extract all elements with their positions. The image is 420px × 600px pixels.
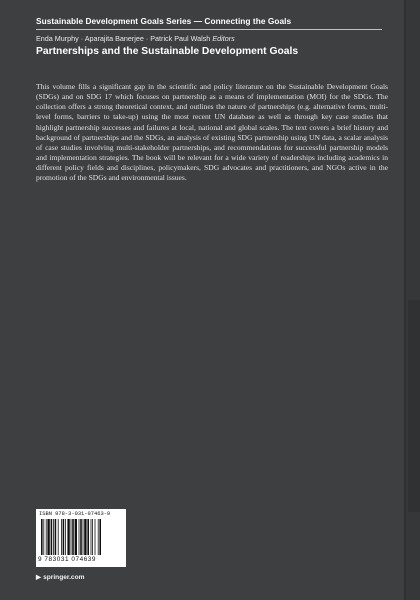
series-title: Sustainable Development Goals Series — Connecting the Goals — [36, 16, 292, 26]
publisher-link[interactable] — [36, 573, 85, 581]
isbn-label: ISBN 978-3-031-07463-9 — [39, 511, 111, 517]
barcode-panel — [36, 509, 126, 567]
book-description: This volume fills a significant gap in the scientific and policy literature on the Sustainable Development Goals (SDGs) and on SDG 17 which focuses on partnership as a means of implementation (MOI) for the SDGs. The collection offers a strong theoretical context, and outlines the nature of partnerships (e.g. alternative forms, multi-level forms, barriers to take-up) using the most recent UN database as well as through key case studies that highlight partnership successes and failures at local, national and global scales. The text covers a brief history and background of partnerships and the SDGs, an analysis of existing SDG partnership using UN data, a scalar analysis of case studies involving multi-stakeholder partnerships, and recommendations for successful partnership models and implementation strategies. The book will be relevant for a wide variety of readerships including academics in different policy fields and disciplines, policymakers, SDG advocates and practitioners, and NGOs active in the promotion of the SDGs and environmental issues. — [36, 82, 388, 183]
editors-line — [36, 34, 376, 43]
spine-edge — [404, 0, 420, 600]
publisher-url-text: springer.com — [43, 574, 85, 581]
book-title: Partnerships and the Sustainable Development Goals — [36, 46, 299, 57]
spine-block — [408, 300, 420, 512]
barcode-digits: 9 783031 074639 — [38, 556, 97, 563]
editor-names: Enda Murphy · Aparajita Banerjee · Patrick Paul Walsh — [36, 34, 211, 43]
spine-stripe — [404, 0, 406, 600]
barcode-icon — [40, 519, 122, 556]
editors-role: Editors — [212, 34, 235, 43]
header-divider — [36, 29, 382, 30]
arrow-icon: ▶ — [36, 574, 42, 581]
